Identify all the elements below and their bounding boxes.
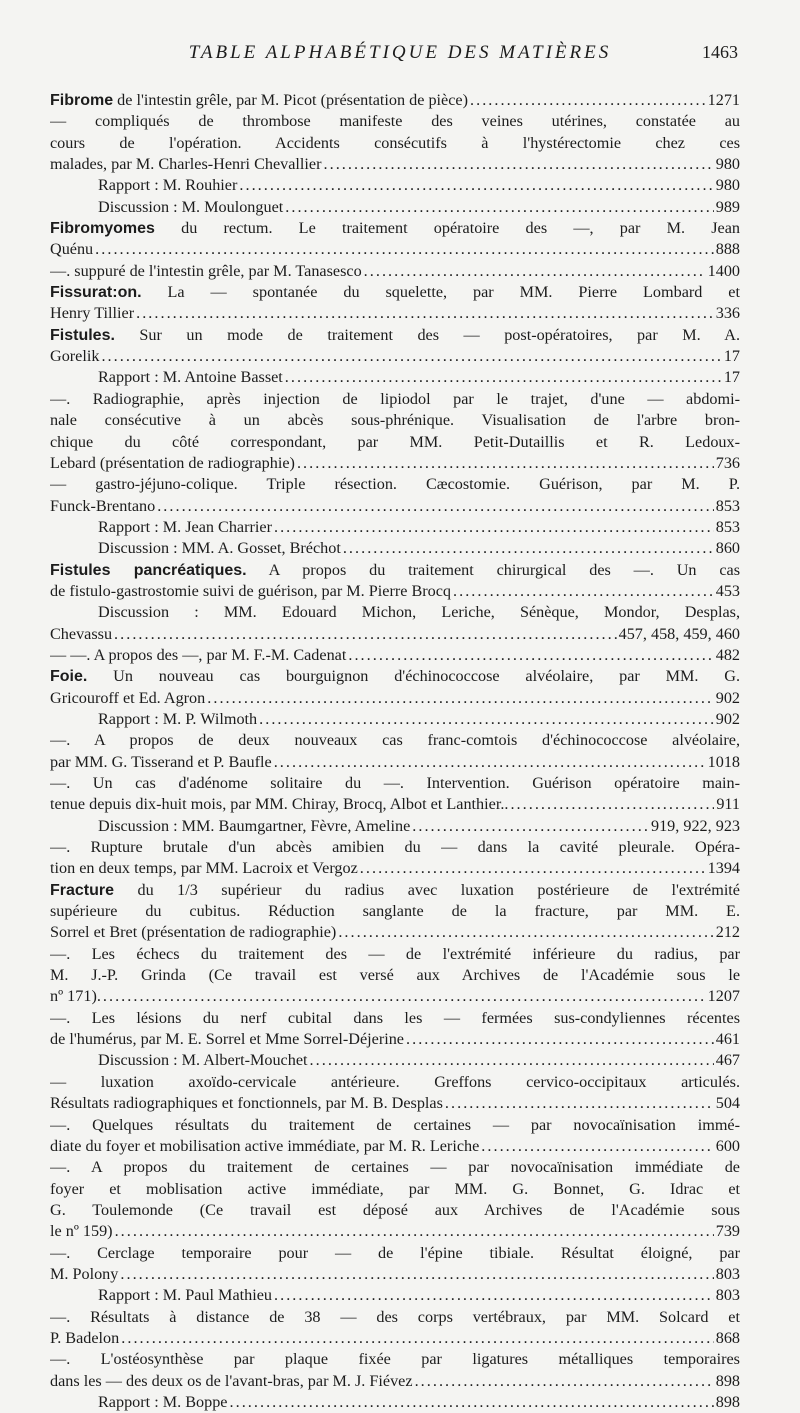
index-text: cours de l'opération. Accidents consécutifs à l'hystérectomie chez ces [50,133,740,152]
index-line-text [50,326,740,344]
index-keyword: Fibrome [50,92,114,109]
index-text: — luxation axoïdo-cervicale antérieure. Greffons cervico-occipitaux articulés. [50,1072,740,1091]
index-line [50,474,740,495]
index-line [50,303,740,324]
index-line-text [50,346,99,367]
index-keyword: Fistules pancréatiques. [50,561,247,579]
index-keyword: Foie. [50,668,88,686]
dot-leader [95,239,714,260]
index-text: —. Rupture brutale d'un abcès amibien du — dans la cavité pleurale. Opéra- [50,838,740,857]
page-reference: 1271 [707,91,740,109]
dot-leader [136,303,714,324]
index-line-text [50,112,740,130]
index-text: — —. A propos des —, par M. F.-M. Cadenat [50,645,347,664]
index-text: Résultats radiographiques et fonctionnels, par M. B. Desplas [50,1094,443,1113]
index-line-text [50,1116,740,1134]
page-reference: 898 [715,1371,740,1390]
index-line [50,709,740,730]
page-reference: 803 [715,1264,740,1283]
index-line-text [50,390,740,408]
index-line-text [98,1050,308,1071]
index-line [50,410,740,431]
index-line-text [50,1244,740,1262]
index-line [50,794,740,815]
page-reference: 853 [715,496,740,515]
index-text: —. Résultats à distance de 38 — des corps vertébraux, par MM. Solcard et [50,1307,740,1326]
index-text: —. Les lésions du nerf cubital dans les — fermées sus-condyliennes récentes [50,1008,740,1027]
index-line [50,432,740,453]
index-line-text [50,239,93,260]
index-line [50,538,740,559]
page-reference: 980 [715,176,740,195]
index-line-text [50,838,740,856]
index-line-text [98,1285,272,1306]
index-line-text [50,922,336,943]
index-line [50,453,740,474]
index-line-text [50,1264,118,1285]
index-text: nale consécutive à un abcès sous-phrénique. Visualisation de l'arbre bron- [50,411,740,430]
index-line [50,1029,740,1050]
index-text: G. Toulemonde (Ce travail est déposé aux Archives de l'Académie sous [50,1200,740,1219]
dot-leader [230,1392,714,1413]
index-line-text [50,90,468,111]
index-text: diate du foyer et mobilisation active immédiate, par M. R. Leriche [50,1136,480,1155]
index-line [50,1328,740,1349]
dot-leader [259,709,714,730]
index-text: —. Radiographie, après injection de lipiodol par le trajet, d'une — abdomi- [50,389,740,408]
index-line-text [50,581,451,602]
index-line [50,965,740,986]
index-text: A propos du traitement chirurgical des —. Un cas [268,560,740,579]
index-line [50,197,740,218]
index-line-text [98,517,272,538]
index-line [50,901,740,922]
page-reference: 853 [715,517,740,536]
index-text: Chevassu [50,624,113,643]
index-keyword: Fracture [50,881,115,899]
index-line [50,1243,740,1264]
index-line-text [98,197,283,218]
index-line-text [50,1328,119,1349]
index-line [50,602,740,623]
index-line [50,1264,740,1285]
index-text: foyer et moblisation active immédiate, par MM. G. Bonnet, G. Idrac et [50,1179,740,1198]
dot-leader [114,624,617,645]
dot-leader [343,538,714,559]
page-reference: 1400 [707,261,740,280]
dot-leader [157,496,714,517]
index-text: du rectum. Le traitement opératoire des —, par M. Jean [181,219,740,238]
index-text: Sur un mode de traitement des — post-opératoires, par M. A. [139,325,740,344]
index-line [50,1307,740,1328]
page-reference: 336 [715,304,740,323]
index-line [50,389,740,410]
page-reference: 17 [723,368,740,387]
index-text: Discussion : MM. A. Gosset, Bréchot [98,539,341,558]
dot-leader [285,197,713,218]
index-line-text [50,774,740,792]
index-line-text [50,945,740,963]
index-text: Lebard (présentation de radiographie) [50,453,295,472]
index-text: La — spontanée du squelette, par MM. Pierre Lombard et [167,283,740,302]
running-header [0,42,800,70]
dot-leader [338,922,713,943]
index-text: Gricouroff et Ed. Agron [50,688,206,707]
page-reference: 989 [715,197,740,216]
index-line [50,346,740,367]
index-line-text [50,645,346,666]
index-line-text [50,433,740,451]
index-line [50,367,740,388]
index-line [50,175,740,196]
index-line [50,1093,740,1114]
index-line [50,1349,740,1370]
index-line-text [50,453,295,474]
index-text: supérieure du cubitus. Réduction sanglante de la fracture, par MM. E. [50,902,740,921]
index-text: malades, par M. Charles-Henri Chevallier [50,155,322,174]
index-text: Rapport : M. P. Wilmoth [98,709,258,728]
index-keyword: Fibromyomes [50,220,155,238]
index-line [50,730,740,751]
page-reference: 1207 [707,987,740,1006]
index-line-text [50,752,272,773]
dot-leader [274,1285,714,1306]
index-line [50,325,740,346]
index-text: Discussion : MM. Edouard Michon, Leriche, Sénèque, Mondor, Desplas, [98,603,740,622]
index-line-text [50,881,740,899]
index-line-text [50,1093,443,1114]
page-reference: 453 [715,581,740,600]
index-line-text [50,624,112,645]
index-text: Discussion : M. Moulonguet [98,197,284,216]
index-line-text [50,1371,413,1392]
index-line-text [50,1350,740,1368]
page-reference: 980 [715,155,740,174]
page-reference: 868 [715,1328,740,1347]
index-line-text [50,986,101,1007]
index-text: —. Cerclage temporaire pour — de l'épine tibiale. Résultat éloigné, par [50,1243,740,1262]
index-text: Rapport : M. Antoine Basset [98,368,283,387]
dot-leader [415,1371,714,1392]
page-reference: 17 [723,347,740,366]
index-line-text [50,966,740,984]
dot-leader [120,1264,713,1285]
index-line [50,1157,740,1178]
index-line [50,922,740,943]
index-text: Un nouveau cas bourguignon d'échinococcose alvéolaire, par MM. G. [113,667,740,686]
index-text: Rapport : M. Paul Mathieu [98,1286,272,1305]
index-line-text [50,858,358,879]
index-line-text [50,134,740,152]
index-line [50,624,740,645]
index-text: —. Quelques résultats du traitement de certaines — par novocaïnisation immé- [50,1115,740,1134]
dot-leader [481,1136,713,1157]
index-line [50,1050,740,1071]
index-line-text [98,816,410,837]
page-reference: 1394 [707,859,740,878]
index-line [50,1115,740,1136]
index-line [50,1392,740,1413]
index-line-text [50,1201,740,1219]
dot-leader [310,1050,714,1071]
index-line [50,816,740,837]
index-line-text [98,603,740,621]
index-line-text [50,1073,740,1091]
index-line-text [50,667,740,685]
page-reference: 504 [715,1094,740,1113]
index-text: P. Badelon [50,1328,120,1347]
index-line [50,560,740,581]
index-text: — compliqués de thrombose manifeste des veines utérines, constatée au [50,112,740,131]
index-line-text [98,175,237,196]
dot-leader [406,1029,714,1050]
index-line [50,1285,740,1306]
index-text: —. A propos de deux nouveaux cas franc-comtois d'échinococcose alvéolaire, [50,731,740,750]
index-line [50,1371,740,1392]
index-text: Funck-Brentano [50,496,156,515]
index-line-text [50,731,740,749]
index-line-text [50,475,740,493]
index-line [50,154,740,175]
index-line [50,880,740,901]
dot-leader [412,816,649,837]
index-line-text [50,1221,113,1242]
page-reference: 902 [715,709,740,728]
index-line [50,752,740,773]
index-line-text [50,1308,740,1326]
index-line-text [50,561,740,579]
index-text: Sorrel et Bret (présentation de radiographie) [50,923,337,942]
index-keyword: Fissurat:on. [50,284,142,302]
index-line [50,1179,740,1200]
page-reference: 461 [715,1030,740,1049]
index-line-text [98,367,283,388]
dot-leader [360,858,706,879]
index-text: M. J.-P. Grinda (Ce travail est versé aux Archives de l'Académie sous le [50,966,740,985]
index-line [50,90,740,111]
index-text: nº 171). [50,987,101,1006]
index-line [50,111,740,132]
index-text: —. A propos du traitement de certaines — par novocaïnisation immédiate de [50,1158,740,1177]
dot-leader [348,645,713,666]
dot-leader [510,794,714,815]
index-line [50,1008,740,1029]
index-text: Gorelik [50,347,100,366]
index-line [50,858,740,879]
index-text: dans les — des deux os de l'avant-bras, par M. J. Fiévez [50,1371,413,1390]
page-reference: 803 [715,1286,740,1305]
index-text: —. suppuré de l'intestin grêle, par M. Tanasesco [50,261,362,280]
index-line [50,1200,740,1221]
dot-leader [274,517,714,538]
dot-leader [101,346,721,367]
dot-leader [445,1093,714,1114]
index-line [50,1072,740,1093]
index-line [50,133,740,154]
page-reference: 467 [715,1051,740,1070]
index-line-text [50,219,740,237]
index-text: du 1/3 supérieur du radius avec luxation postérieure de l'extrémité [137,880,740,899]
index-line [50,688,740,709]
dot-leader [285,367,722,388]
index-line-text [50,1180,740,1198]
index-line [50,773,740,794]
index-line [50,496,740,517]
index-entries [50,90,740,1413]
index-line [50,666,740,687]
header-title: TABLE ALPHABÉTIQUE DES MATIÈRES [188,42,612,63]
dot-leader [115,1221,714,1242]
page-reference: 739 [715,1222,740,1241]
index-text: de l'intestin grêle, par M. Picot (présentation de pièce) [117,91,469,109]
index-text: tion en deux temps, par MM. Lacroix et Vergoz [50,859,358,878]
dot-leader [274,752,706,773]
index-line [50,218,740,239]
index-line-text [50,261,362,282]
index-text: tenue depuis dix-huit mois, par MM. Chiray, Brocq, Albot et Lanthier.. [50,795,509,814]
dot-leader [324,154,714,175]
index-text: par MM. G. Tisserand et P. Baufle [50,752,272,771]
dot-leader [239,175,713,196]
index-line [50,1221,740,1242]
index-line [50,1136,740,1157]
index-line [50,944,740,965]
index-text: Rapport : M. Boppe [98,1392,228,1411]
index-text: Henry Tillier [50,304,135,323]
index-line [50,239,740,260]
page-reference: 212 [715,923,740,942]
index-text: le nº 159) [50,1222,113,1241]
page-reference: 482 [715,645,740,664]
dot-leader [207,688,713,709]
page-reference: 600 [715,1136,740,1155]
index-line-text [50,1029,404,1050]
index-line-text [50,688,205,709]
index-line [50,645,740,666]
index-line [50,837,740,858]
index-line [50,517,740,538]
index-text: —. Un cas d'adénome solitaire du —. Intervention. Guérison opératoire main- [50,774,740,792]
page-reference: 457, 458, 459, 460 [618,624,740,643]
page-number: 1463 [702,42,738,62]
index-line-text [50,902,740,920]
dot-leader [453,581,714,602]
page-reference: 898 [715,1392,740,1411]
index-line-text [50,411,740,429]
page-reference: 888 [715,240,740,259]
page-reference: 860 [715,539,740,558]
index-text: Rapport : M. Jean Charrier [98,517,272,536]
index-line-text [50,496,155,517]
dot-leader [470,90,706,111]
index-text: Discussion : M. Albert-Mouchet [98,1051,308,1070]
index-keyword: Fistules. [50,326,115,344]
page-reference: 911 [716,795,740,814]
index-line-text [98,1392,228,1413]
index-text: Discussion : MM. Baumgartner, Fèvre, Ameline [98,816,411,835]
dot-leader [121,1328,713,1349]
page-reference: 1018 [707,752,740,771]
index-line-text [50,794,508,815]
index-text: — gastro-jéjuno-colique. Triple résection. Cæcostomie. Guérison, par M. P. [50,475,740,494]
dot-leader [364,261,706,282]
page-reference: 902 [715,688,740,707]
dot-leader [297,453,714,474]
index-line-text [50,1009,740,1027]
dot-leader [103,986,706,1007]
page-reference: 919, 922, 923 [650,816,740,835]
index-text: de l'humérus, par M. E. Sorrel et Mme Sorrel-Déjerine [50,1030,404,1049]
index-line-text [98,538,341,559]
index-line-text [50,1158,740,1176]
index-line-text [50,283,740,301]
index-text: —. L'ostéosynthèse par plaque fixée par ligatures métalliques temporaires [50,1350,740,1369]
page-reference: 736 [715,453,740,472]
index-line-text [50,154,322,175]
index-text: M. Polony [50,1264,119,1283]
index-text: Rapport : M. Rouhier [98,176,238,195]
index-line-text [98,709,257,730]
index-line [50,282,740,303]
index-line-text [50,1136,479,1157]
index-line [50,261,740,282]
index-line [50,986,740,1007]
index-text: —. Les échecs du traitement des — de l'extrémité inférieure du radius, par [50,944,740,963]
index-text: Quénu [50,240,94,259]
index-line-text [50,303,134,324]
index-line [50,581,740,602]
index-text: de fistulo-gastrostomie suivi de guérison, par M. Pierre Brocq [50,581,452,600]
index-text: chique du côté correspondant, par MM. Petit-Dutaillis et R. Ledoux- [50,432,740,451]
